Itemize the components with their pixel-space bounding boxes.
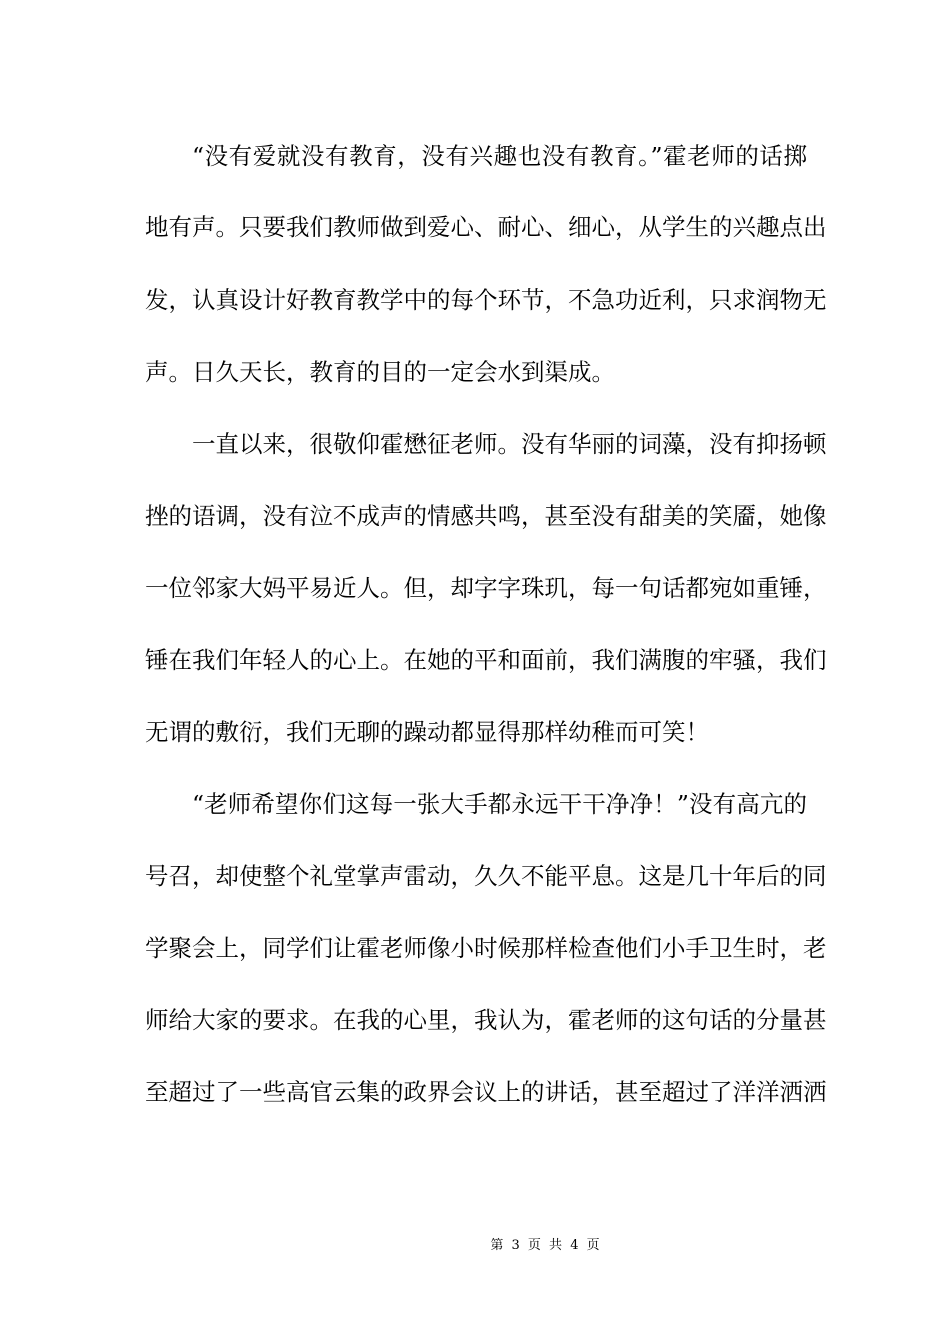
paragraph-3-line-4: 师给大家的要求。在我的心里，我认为，霍老师的这句话的分量甚 <box>145 1006 827 1034</box>
paragraph-2-line-3: 一位邻家大妈平易近人。但，却字字珠玑，每一句话都宛如重锤， <box>145 574 827 602</box>
paragraph-2-line-2: 挫的语调，没有泣不成声的情感共鸣，甚至没有甜美的笑靥，她像 <box>145 502 827 530</box>
paragraph-3-line-5: 至超过了一些高官云集的政界会议上的讲话，甚至超过了洋洋洒洒 <box>145 1078 827 1106</box>
paragraph-1-line-1: “没有爱就没有教育，没有兴趣也没有教育。”霍老师的话掷 <box>192 142 807 170</box>
paragraph-3-line-1: “老师希望你们这每一张大手都永远干干净净！”没有高亢的 <box>192 790 807 818</box>
paragraph-1-line-4: 声。日久天长，教育的目的一定会水到渠成。 <box>145 358 615 386</box>
paragraph-3-line-3: 学聚会上，同学们让霍老师像小时候那样检查他们小手卫生时，老 <box>145 934 827 962</box>
paragraph-3-line-2: 号召，却使整个礼堂掌声雷动，久久不能平息。这是几十年后的同 <box>145 862 827 890</box>
page-number-footer: 第 3 页 共 4 页 <box>490 1238 600 1253</box>
paragraph-2-line-4: 锤在我们年轻人的心上。在她的平和面前，我们满腹的牢骚，我们 <box>145 646 827 674</box>
paragraph-2-line-1: 一直以来，很敬仰霍懋征老师。没有华丽的词藻，没有抑扬顿 <box>192 430 827 458</box>
paragraph-1-line-2: 地有声。只要我们教师做到爱心、耐心、细心，从学生的兴趣点出 <box>145 213 827 241</box>
paragraph-1-line-3: 发，认真设计好教育教学中的每个环节，不急功近利，只求润物无 <box>145 286 827 314</box>
paragraph-2-line-5: 无谓的敷衍，我们无聊的躁动都显得那样幼稚而可笑！ <box>145 718 709 746</box>
